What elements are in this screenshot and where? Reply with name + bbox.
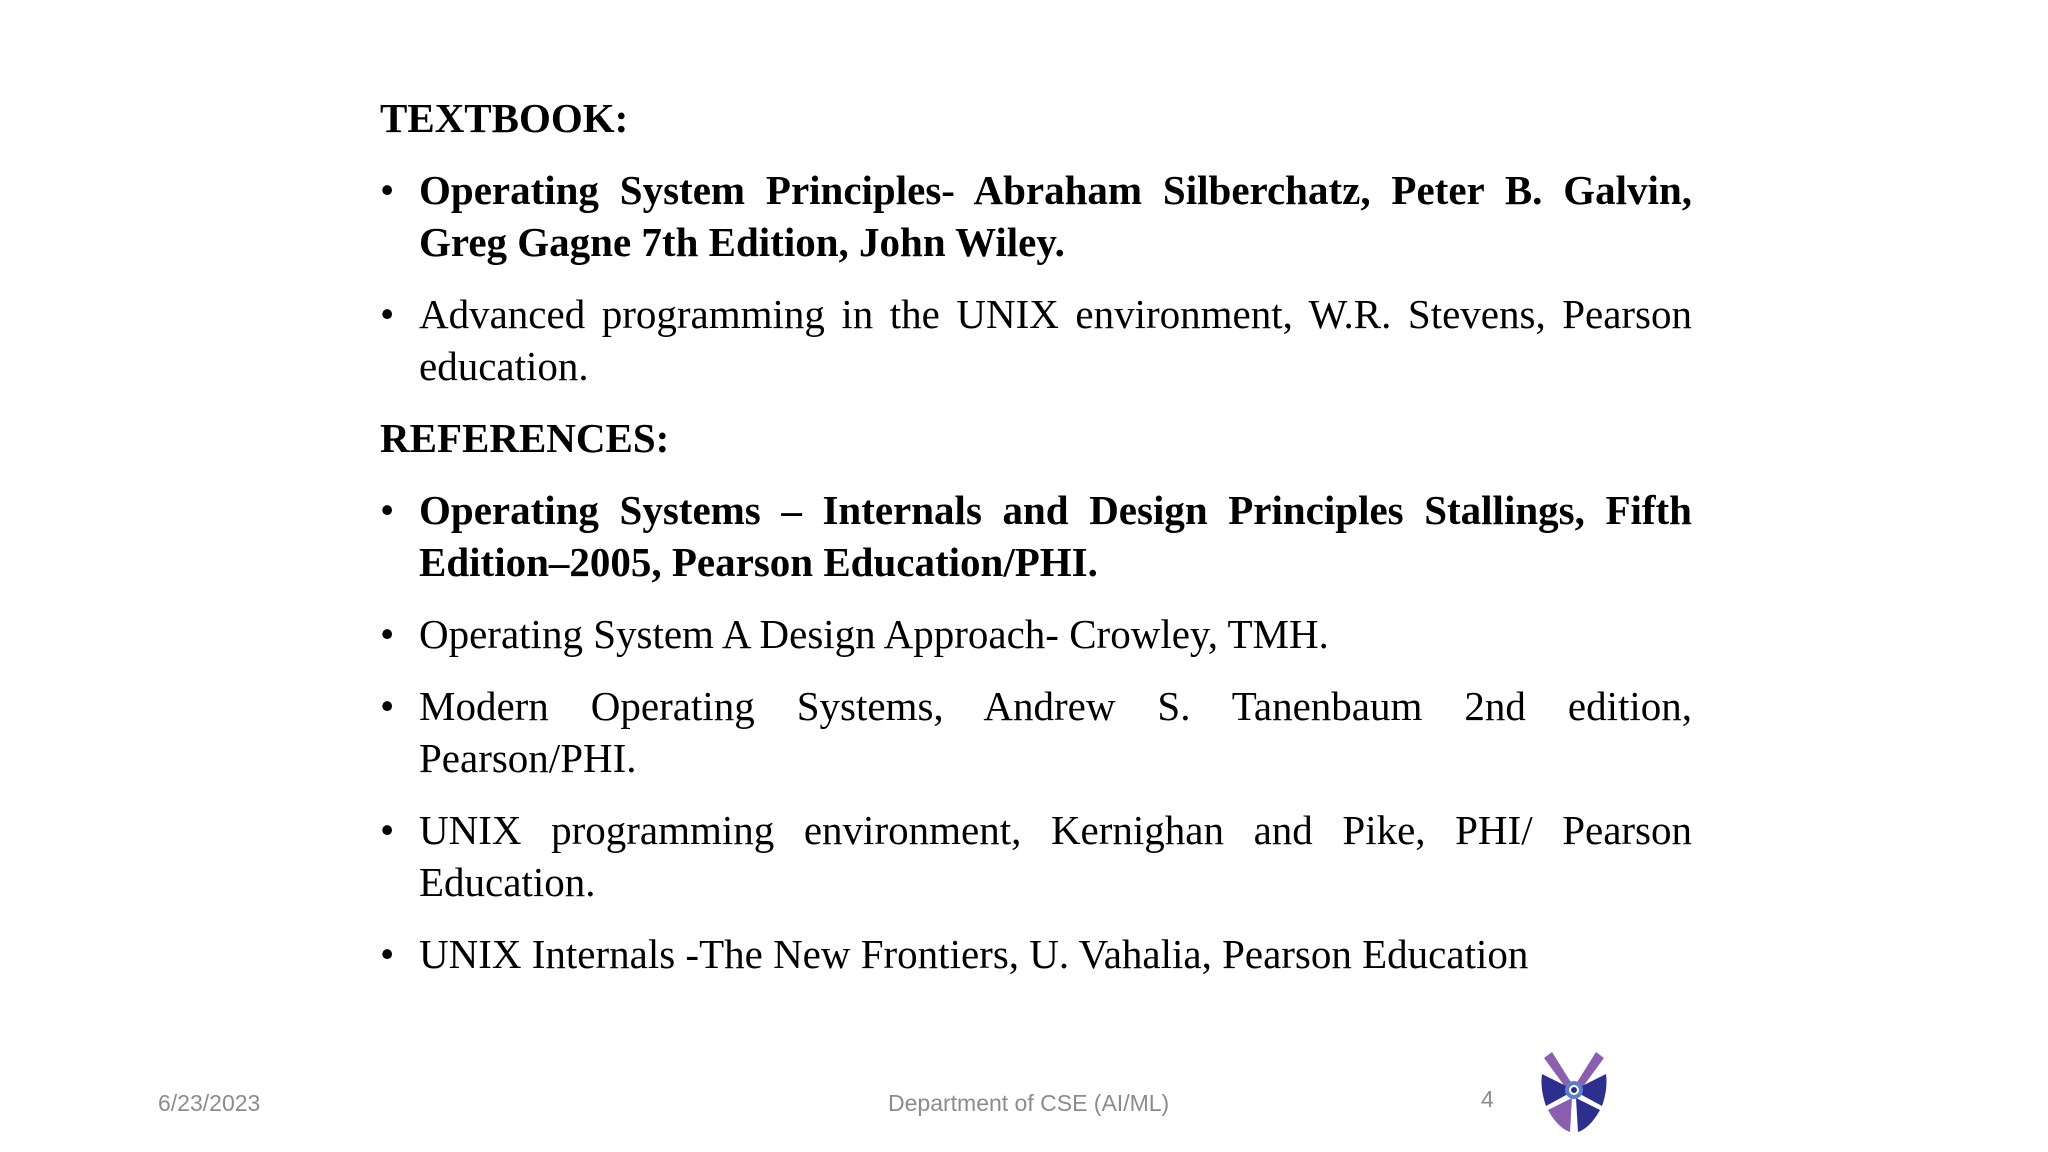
textbook-list — [380, 164, 1692, 392]
textbook-item-text: Advanced programming in the UNIX environment, W.R. Stevens, Pearson education. — [419, 291, 1692, 389]
reference-item-text: UNIX Internals -The New Frontiers, U. Vahalia, Pearson Education — [419, 931, 1529, 977]
references-heading: REFERENCES: — [380, 415, 670, 461]
footer-department: Department of CSE (AI/ML) — [888, 1090, 1170, 1116]
bullet-icon: • — [380, 931, 395, 977]
textbook-item-text: Operating System Principles- Abraham Silberchatz, Peter B. Galvin, Greg Gagne 7th Edition, John Wiley. — [419, 167, 1692, 265]
bullet-icon: • — [380, 611, 395, 657]
reference-item — [380, 680, 1692, 784]
reference-item — [380, 928, 1692, 980]
reference-item-text: Modern Operating Systems, Andrew S. Tanenbaum 2nd edition, Pearson/PHI. — [419, 683, 1692, 781]
bullet-icon: • — [380, 291, 395, 337]
reference-item — [380, 484, 1692, 588]
footer-page-number: 4 — [1481, 1086, 1494, 1112]
textbook-item — [380, 288, 1692, 392]
bullet-icon: • — [380, 487, 395, 533]
college-logo-icon — [1538, 1044, 1610, 1134]
reference-item — [380, 608, 1692, 660]
textbook-item — [380, 164, 1692, 268]
textbook-heading: TEXTBOOK: — [380, 95, 629, 141]
slide-content — [380, 92, 1692, 1000]
footer-date: 6/23/2023 — [158, 1090, 261, 1116]
bullet-icon: • — [380, 167, 395, 213]
reference-item-text: Operating System A Design Approach- Crowley, TMH. — [419, 611, 1329, 657]
reference-item-text: Operating Systems – Internals and Design Principles Stallings, Fifth Edition–2005, Pearson Education/PHI. — [419, 487, 1692, 585]
reference-item-text: UNIX programming environment, Kernighan and Pike, PHI/ Pearson Education. — [419, 807, 1692, 905]
bullet-icon: • — [380, 807, 395, 853]
bullet-icon: • — [380, 683, 395, 729]
references-list — [380, 484, 1692, 980]
reference-item — [380, 804, 1692, 908]
